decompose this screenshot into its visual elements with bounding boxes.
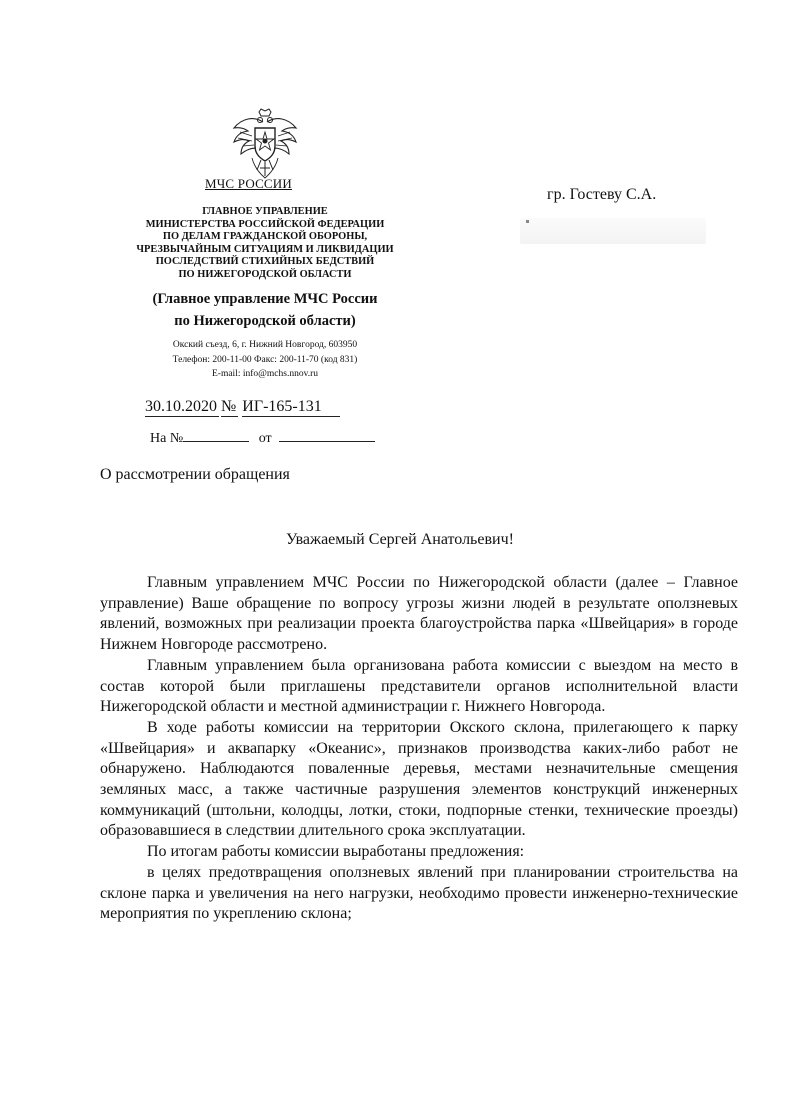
number-label: № (221, 398, 237, 415)
salutation: Уважаемый Сергей Анатольевич! (286, 531, 514, 548)
reply-date-blank (279, 428, 375, 442)
paragraph: По итогам работы комиссии выработаны предложения: (147, 843, 525, 861)
letter-body (100, 573, 738, 925)
reply-number-blank (183, 428, 249, 442)
org-contacts (100, 338, 430, 382)
incoming-reference (150, 428, 375, 447)
paragraph: В ходе работы комиссии на территории Окского склона, прилегающего к парку «Швейцария» и аквапарку «Океанис», признаков производства каких-либо работ не обнаружено. Наблюдаются поваленные деревья, местами незначительные смещения земляных масс, а также частичные разрушения элементов конструкций инженерных коммуникаций (штольни, колодцы, лотки, стоки, подпорные стенки, технические проезды) образовавшиеся в следствии длительного срока эксплуатации. (100, 718, 738, 840)
from-label: от (258, 431, 272, 446)
org-line: ПО ДЕЛАМ ГРАЖДАНСКОЙ ОБОРОНЫ, (162, 231, 368, 243)
paragraph: Главным управлением была организована работа комиссии с выездом на место в состав которой были приглашены представители органов исполнительной власти Нижегородской области и местной администрации г. Нижнего Новгорода. (100, 656, 738, 716)
document-number: ИГ-165-131 (242, 398, 340, 417)
org-phone-fax: Телефон: 200-11-00 Факс: 200-11-70 (код 831) (172, 354, 358, 365)
reply-label: На № (150, 431, 184, 446)
redacted-address (520, 218, 706, 244)
org-abbreviated-name (100, 288, 430, 332)
org-line: ПО НИЖЕГОРОДСКОЙ ОБЛАСТИ (178, 268, 352, 280)
recipient: гр. Гостеву С.А. (547, 186, 657, 203)
org-paren-line: по Нижегородской области) (174, 313, 356, 329)
org-short-name: МЧС РОССИИ (205, 176, 292, 191)
paragraph: Главным управлением МЧС России по Нижегородской области (далее – Главное управление) Ваше обращение по вопросу угрозы жизни людей в результате оползневых явлений, возможных при реализации проекта благоустройства парка «Швейцария» в городе Нижнем Новгороде рассмотрено. (100, 574, 738, 654)
org-line: ЧРЕЗВЫЧАЙНЫМ СИТУАЦИЯМ И ЛИКВИДАЦИИ (136, 243, 394, 255)
document-date: 30.10.2020 (145, 398, 217, 415)
mchs-emblem-icon (230, 108, 300, 180)
org-paren-line: (Главное управление МЧС России (152, 291, 378, 307)
org-email: E-mail: info@mchs.nnov.ru (211, 369, 319, 379)
org-address: Окский съезд, 6, г. Нижний Новгород, 603950 (172, 340, 358, 350)
subject: О рассмотрении обращения (100, 466, 290, 483)
org-line: ПОСЛЕДСТВИЙ СТИХИЙНЫХ БЕДСТВИЙ (155, 256, 375, 268)
paragraph: в целях предотвращения оползневых явлений при планировании строительства на склоне парка и увеличения на него нагрузки, необходимо провести инженерно-технические мероприятия по укреплению склона; (100, 863, 738, 923)
org-line: ГЛАВНОЕ УПРАВЛЕНИЕ (202, 206, 328, 217)
org-full-name (100, 206, 430, 282)
org-line: МИНИСТЕРСТВА РОССИЙСКОЙ ФЕДЕРАЦИИ (145, 218, 385, 230)
outgoing-reference (145, 398, 340, 417)
